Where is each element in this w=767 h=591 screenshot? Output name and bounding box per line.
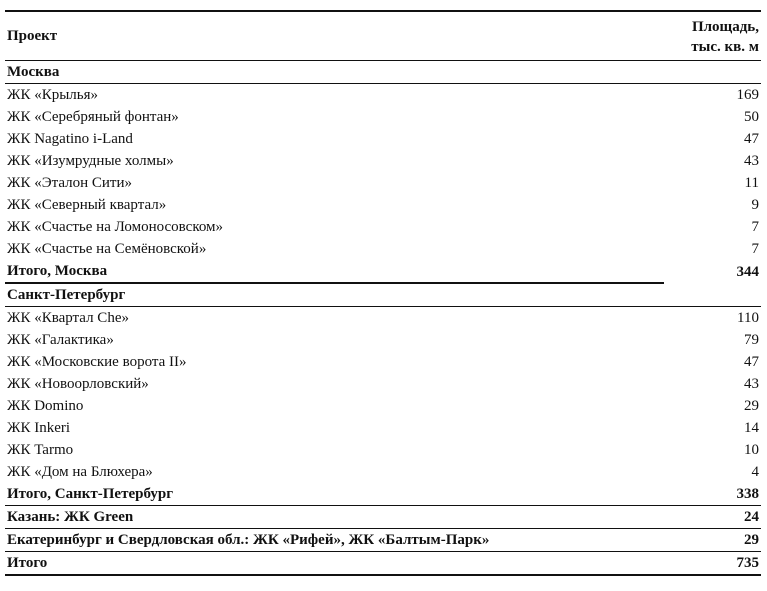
row-value: 29: [744, 398, 759, 414]
header-project: Проект: [5, 11, 664, 61]
row-value: 47: [744, 131, 759, 147]
row-name: ЖК «Дом на Блюхера»: [7, 464, 153, 480]
grand-total-row: [5, 552, 761, 576]
row-value: 50: [744, 109, 759, 125]
row-ekb: [5, 529, 761, 552]
row-name: ЖК «Северный квартал»: [7, 197, 167, 213]
table-row: [5, 461, 761, 483]
section-title-moscow: Москва: [5, 61, 664, 84]
row-value: 9: [751, 197, 759, 213]
header-area: [664, 11, 761, 61]
row-name: ЖК Tarmo: [7, 442, 74, 458]
kazan-label: Казань: ЖК Green: [5, 506, 664, 529]
row-name: ЖК «Квартал Che»: [7, 310, 129, 326]
total-label-spb: Итого, Санкт-Петербург: [5, 483, 664, 506]
total-value-moscow: 344: [736, 263, 759, 280]
row-name: ЖК «Московские ворота II»: [7, 354, 187, 370]
kazan-value: 24: [664, 506, 761, 529]
table-row: [5, 329, 761, 351]
row-value: 47: [744, 354, 759, 370]
row-name: ЖК Domino: [7, 398, 84, 414]
total-row-moscow: [5, 260, 761, 283]
table-header: [5, 11, 761, 61]
row-value: 43: [744, 376, 759, 392]
row-name: ЖК Inkeri: [7, 420, 71, 436]
ekb-value: 29: [664, 529, 761, 552]
table-row: [5, 238, 761, 260]
section-moscow: [5, 61, 761, 84]
row-kazan: [5, 506, 761, 529]
table-row: [5, 84, 761, 107]
table-row: [5, 150, 761, 172]
row-name: ЖК «Крылья»: [7, 87, 99, 103]
table-row: [5, 128, 761, 150]
header-area-line1: Площадь,: [691, 19, 759, 35]
grand-total-value: 735: [664, 552, 761, 576]
table-row: [5, 172, 761, 194]
ekb-label: Екатеринбург и Свердловская обл.: ЖК «Рифей», ЖК «Балтым-Парк»: [5, 529, 664, 552]
row-name: ЖК «Счастье на Семёновской»: [7, 241, 207, 257]
table-row: [5, 373, 761, 395]
total-label-moscow: Итого, Москва: [5, 260, 664, 283]
row-name: ЖК «Счастье на Ломоносовском»: [7, 219, 224, 235]
header-area-line2: тыс. кв. м: [691, 39, 759, 55]
table-row: [5, 351, 761, 373]
area-table: [5, 10, 761, 576]
section-spb: [5, 283, 761, 307]
row-value: 169: [736, 87, 759, 103]
row-value: 110: [737, 310, 759, 326]
section-title-spb: Санкт-Петербург: [5, 283, 664, 307]
table-row: [5, 194, 761, 216]
total-value-spb: 338: [664, 483, 761, 506]
row-name: ЖК «Новоорловский»: [7, 376, 149, 392]
row-name: ЖК «Изумрудные холмы»: [7, 153, 174, 169]
row-value: 79: [744, 332, 759, 348]
grand-total-label: Итого: [5, 552, 664, 576]
row-name: ЖК Nagatino i-Land: [7, 131, 133, 147]
table-row: [5, 439, 761, 461]
table-row: [5, 395, 761, 417]
row-value: 43: [744, 153, 759, 169]
row-value: 14: [744, 420, 759, 436]
row-value: 7: [751, 219, 759, 235]
row-value: 4: [751, 464, 759, 480]
table-row: [5, 417, 761, 439]
row-name: ЖК «Галактика»: [7, 332, 114, 348]
table-row: [5, 216, 761, 238]
row-value: 7: [751, 241, 759, 257]
table-row: [5, 307, 761, 330]
row-name: ЖК «Серебряный фонтан»: [7, 109, 179, 125]
total-row-spb: [5, 483, 761, 506]
row-value: 11: [744, 175, 759, 191]
row-value: 10: [744, 442, 759, 458]
row-name: ЖК «Эталон Сити»: [7, 175, 133, 191]
table-row: [5, 106, 761, 128]
